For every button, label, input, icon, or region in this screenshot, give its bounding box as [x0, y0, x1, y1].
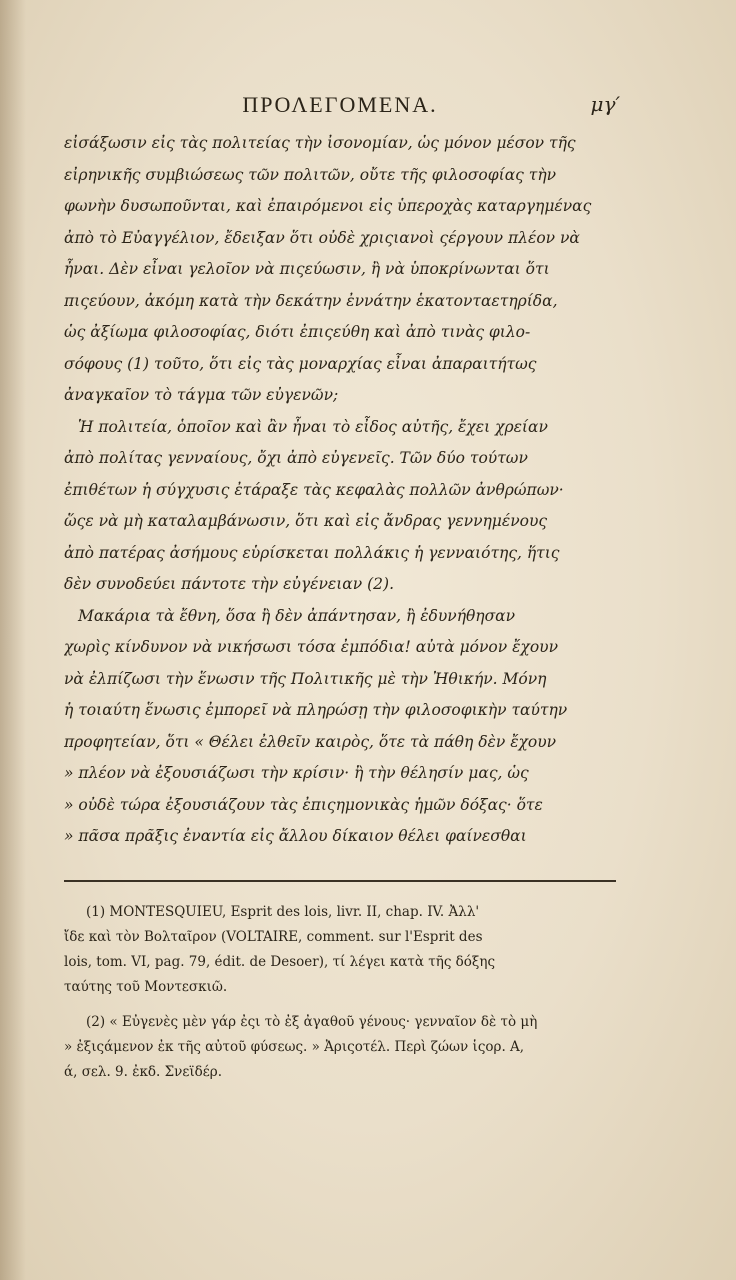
text-line: φωνὴν δυσωποῦνται, καὶ ἐπαιρόμενοι εἰς ὑπεροχὰς καταργημένας	[64, 197, 592, 215]
text-line: δὲν συνοδεύει πάντοτε τὴν εὐγένειαν (2).	[64, 575, 395, 593]
paragraph-start-line: Μακάρια τὰ ἔθνη, ὅσα ἢ δὲν ἀπάντησαν, ἢ ἐδυνήθησαν	[78, 606, 516, 625]
text-line: ἀπὸ τὸ Εὐαγγέλιον, ἔδειξαν ὅτι οὐδὲ χριςιανοὶ ςέργουν πλέον νὰ	[64, 228, 580, 247]
footnotes	[64, 900, 616, 1085]
text-line: ἀπὸ πατέρας ἀσήμους εὑρίσκεται πολλάκις ἡ γενναιότης, ἥτις	[64, 543, 560, 562]
paragraph-start-line: Ἡ πολιτεία, ὁποῖον καὶ ἂν ἦναι τὸ εἶδος αὐτῆς, ἔχει χρείαν	[78, 417, 548, 436]
binding-shadow	[0, 0, 26, 1280]
text-line: ἡ τοιαύτη ἕνωσις ἐμπορεῖ νὰ πληρώσῃ τὴν φιλοσοφικὴν ταύτην	[64, 701, 568, 719]
footnote-separator	[64, 880, 616, 882]
footnote-line: ἴδε καὶ τὸν Βολταῖρον (VOLTAIRE, comment. sur l'Esprit des	[64, 929, 483, 945]
footnote-line: (2) « Εὐγενὲς μὲν γάρ ἐςι τὸ ἐξ ἀγαθοῦ γένους· γενναῖον δὲ τὸ μὴ	[86, 1014, 538, 1030]
footnote-line: ά, σελ. 9. ἐκδ. Σνεϊδέρ.	[64, 1064, 222, 1080]
text-line: εἰσάξωσιν εἰς τὰς πολιτείας τὴν ἰσονομίαν, ὡς μόνον μέσον τῆς	[64, 134, 576, 152]
footnote-1	[64, 900, 616, 1000]
footnote-line: (1) MONTESQUIEU, Esprit des lois, livr. II, chap. IV. Ἀλλ'	[86, 904, 480, 920]
main-text	[64, 128, 616, 853]
footnote-line: ταύτης τοῦ Μοντεσκιῶ.	[64, 979, 228, 995]
text-line: ἦναι. Δὲν εἶναι γελοῖον νὰ πιςεύωσιν, ἢ νὰ ὑποκρίνωνται ὅτι	[64, 260, 550, 278]
page-number: μγ′	[590, 92, 620, 116]
text-line: ἀπὸ πολίτας γενναίους, ὄχι ἀπὸ εὐγενεῖς. Τῶν δύο τούτων	[64, 449, 528, 467]
text-line: » οὐδὲ τώρα ἐξουσιάζουν τὰς ἐπιςημονικὰς ἡμῶν δόξας· ὅτε	[64, 795, 543, 814]
text-line: ὥςε νὰ μὴ καταλαμβάνωσιν, ὅτι καὶ εἰς ἄνδρας γεννημένους	[64, 512, 548, 530]
running-title: ΠΡΟΛΕΓΟΜΕΝΑ.	[242, 92, 438, 117]
text-line: ἐπιθέτων ἡ σύγχυσις ἐτάραξε τὰς κεφαλὰς πολλῶν ἀνθρώπων·	[64, 480, 564, 499]
text-line: χωρὶς κίνδυνον νὰ νικήσωσι τόσα ἐμπόδια! αὐτὰ μόνον ἔχουν	[64, 638, 559, 656]
text-line: σόφους (1) τοῦτο, ὅτι εἰς τὰς μοναρχίας εἶναι ἀπαραιτήτως	[64, 354, 537, 373]
footnote-2	[64, 1010, 616, 1085]
page-header	[60, 88, 620, 124]
text-line: » πᾶσα πρᾶξις ἐναντία εἰς ἄλλου δίκαιον θέλει φαίνεσθαι	[64, 827, 527, 845]
text-line: » πλέον νὰ ἐξουσιάζωσι τὴν κρίσιν· ἢ τὴν θέλησίν μας, ὡς	[64, 764, 529, 782]
text-line: πιςεύουν, ἀκόμη κατὰ τὴν δεκάτην ἐννάτην ἑκατονταετηρίδα,	[64, 291, 558, 310]
footnote-line: lois, tom. VI, pag. 79, édit. de Desoer), τί λέγει κατὰ τῆς δόξης	[64, 954, 496, 970]
text-line: ὡς ἀξίωμα φιλοσοφίας, διότι ἐπιςεύθη καὶ ἀπὸ τινὰς φιλο-	[64, 323, 531, 341]
text-line: προφητείαν, ὅτι « Θέλει ἐλθεῖν καιρὸς, ὅτε τὰ πάθη δὲν ἔχουν	[64, 732, 557, 751]
text-line: ἀναγκαῖον τὸ τάγμα τῶν εὐγενῶν;	[64, 386, 339, 404]
footnote-line: » ἐξιςάμενον ἐκ τῆς αὐτοῦ φύσεως. » Ἀριςοτέλ. Περὶ ζώων ἱςορ. Α,	[64, 1039, 525, 1055]
text-line: εἰρηνικῆς συμβιώσεως τῶν πολιτῶν, οὔτε τῆς φιλοσοφίας τὴν	[64, 165, 557, 184]
text-line: νὰ ἐλπίζωσι τὴν ἕνωσιν τῆς Πολιτικῆς μὲ τὴν Ἠθικήν. Μόνη	[64, 669, 547, 688]
